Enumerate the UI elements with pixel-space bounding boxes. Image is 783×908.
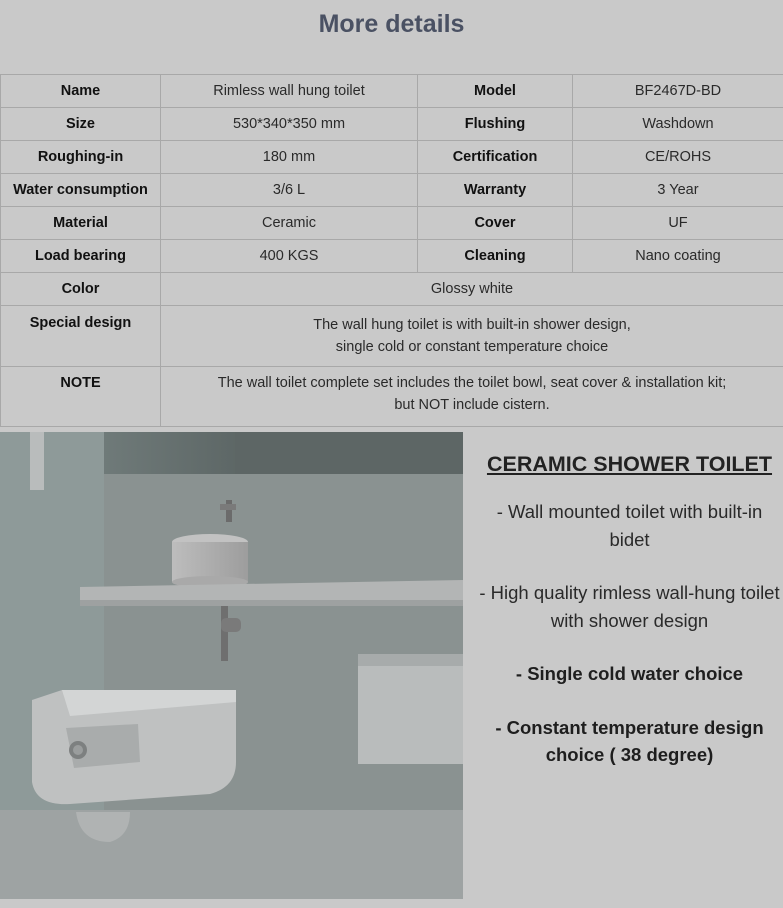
feature-item: - Constant temperature design choice ( 38 degree) [495,716,764,765]
spec-value [161,367,783,427]
spec-label: Flushing [418,108,573,141]
spec-value: 3 Year [573,174,783,207]
spec-label: Name [1,75,161,108]
spec-label: Size [1,108,161,141]
table-row [1,367,783,427]
note-line: The wall toilet complete set includes the toilet bowl, seat cover & installation kit; [217,375,727,391]
spec-label: Water consumption [1,174,161,207]
spec-label: Cleaning [418,240,573,273]
spec-value: 530*340*350 mm [161,108,418,141]
special-line: The wall hung toilet is with built-in shower design, [313,317,631,333]
bathroom-scene-image [0,432,463,899]
spec-label: NOTE [1,367,161,427]
feature-title: CERAMIC SHOWER TOILET [486,452,773,476]
spec-value: UF [573,207,783,240]
table-row [1,75,783,108]
feature-panel [476,452,783,795]
spec-value: 400 KGS [161,240,418,273]
spec-label: Cover [418,207,573,240]
spec-value: CE/ROHS [573,141,783,174]
spec-value: Nano coating [573,240,783,273]
table-row [1,108,783,141]
spec-label: Warranty [418,174,573,207]
special-line: single cold or constant temperature choice [335,339,609,355]
spec-label: Model [418,75,573,108]
table-row [1,207,783,240]
spec-label: Roughing-in [1,141,161,174]
feature-item: - High quality rimless wall-hung toilet with shower design [479,582,780,631]
table-row [1,273,783,306]
spec-value: 3/6 L [161,174,418,207]
product-photo [0,432,463,899]
spec-value [161,306,783,367]
spec-value: 180 mm [161,141,418,174]
table-row [1,306,783,367]
spec-value: Rimless wall hung toilet [161,75,418,108]
spec-label: Material [1,207,161,240]
spec-value: Washdown [573,108,783,141]
table-row [1,240,783,273]
spec-value: Ceramic [161,207,418,240]
table-row [1,141,783,174]
table-row [1,174,783,207]
spec-value: BF2467D-BD [573,75,783,108]
note-line: but NOT include cistern. [394,397,550,413]
page-title: More details [318,10,465,38]
feature-item: - Single cold water choice [515,663,744,684]
feature-item: - Wall mounted toilet with built-in bidet [496,501,763,550]
spec-label: Load bearing [1,240,161,273]
spec-label: Color [1,273,161,306]
specs-table [0,74,783,427]
spec-label: Special design [1,306,161,367]
spec-value: Glossy white [161,273,783,306]
spec-label: Certification [418,141,573,174]
